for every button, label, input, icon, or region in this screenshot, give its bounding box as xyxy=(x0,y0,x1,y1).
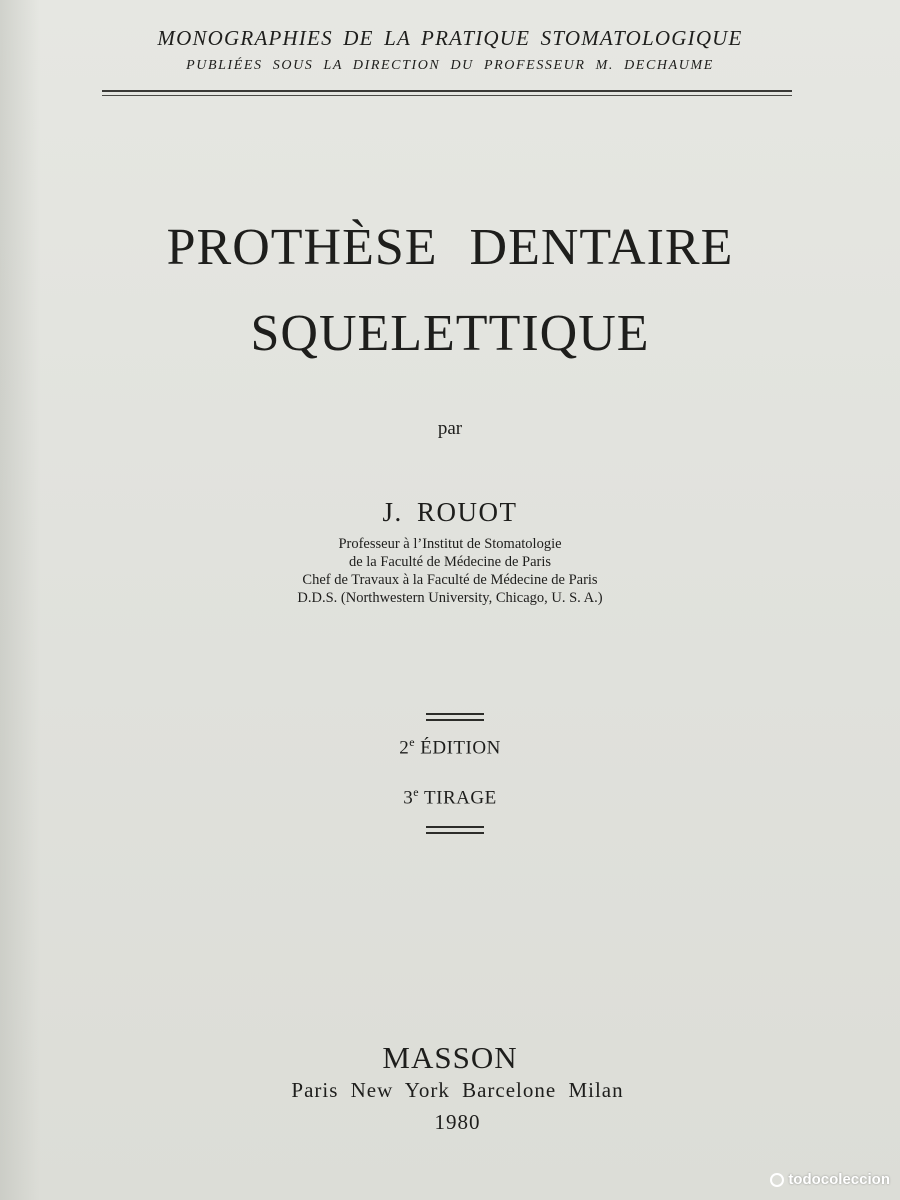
header-rule-thin xyxy=(102,95,792,96)
watermark xyxy=(770,1171,890,1188)
watermark-text: todocoleccion xyxy=(788,1171,890,1188)
printing-superscript: e xyxy=(413,785,420,799)
ornament-double-rule-top xyxy=(426,713,484,721)
series-subtitle: PUBLIÉES SOUS LA DIRECTION DU PROFESSEUR M. DECHAUME xyxy=(186,58,714,73)
edition-superscript: e xyxy=(409,735,416,749)
edition-line xyxy=(0,735,900,759)
publisher-cities: Paris New York Barcelone Milan xyxy=(291,1078,624,1102)
by-label: par xyxy=(437,418,463,439)
credential-line: de la Faculté de Médecine de Paris xyxy=(348,554,552,570)
printing-line xyxy=(0,785,900,809)
printing-label: TIRAGE xyxy=(424,787,497,809)
book-title-line-1: PROTHÈSE DENTAIRE xyxy=(166,219,734,276)
publication-year: 1980 xyxy=(434,1110,481,1134)
edition-label: ÉDITION xyxy=(420,737,501,759)
printing-number: 3 xyxy=(403,787,414,809)
publisher-name: MASSON xyxy=(382,1040,518,1075)
author-credentials xyxy=(0,535,900,607)
edition-number: 2 xyxy=(399,737,410,759)
credential-line: Chef de Travaux à la Faculté de Médecine de Paris xyxy=(302,572,598,588)
author-name: J. ROUOT xyxy=(382,497,518,527)
book-title-line-2: SQUELETTIQUE xyxy=(250,305,650,362)
credential-line: Professeur à l’Institut de Stomatologie xyxy=(338,536,562,552)
credential-line: D.D.S. (Northwestern University, Chicago, U. S. A.) xyxy=(297,590,603,606)
header-rule-thick xyxy=(102,90,792,92)
circle-logo-icon xyxy=(770,1173,784,1187)
ornament-double-rule-bottom xyxy=(426,826,484,834)
series-title: MONOGRAPHIES DE LA PRATIQUE STOMATOLOGIQUE xyxy=(157,26,743,50)
